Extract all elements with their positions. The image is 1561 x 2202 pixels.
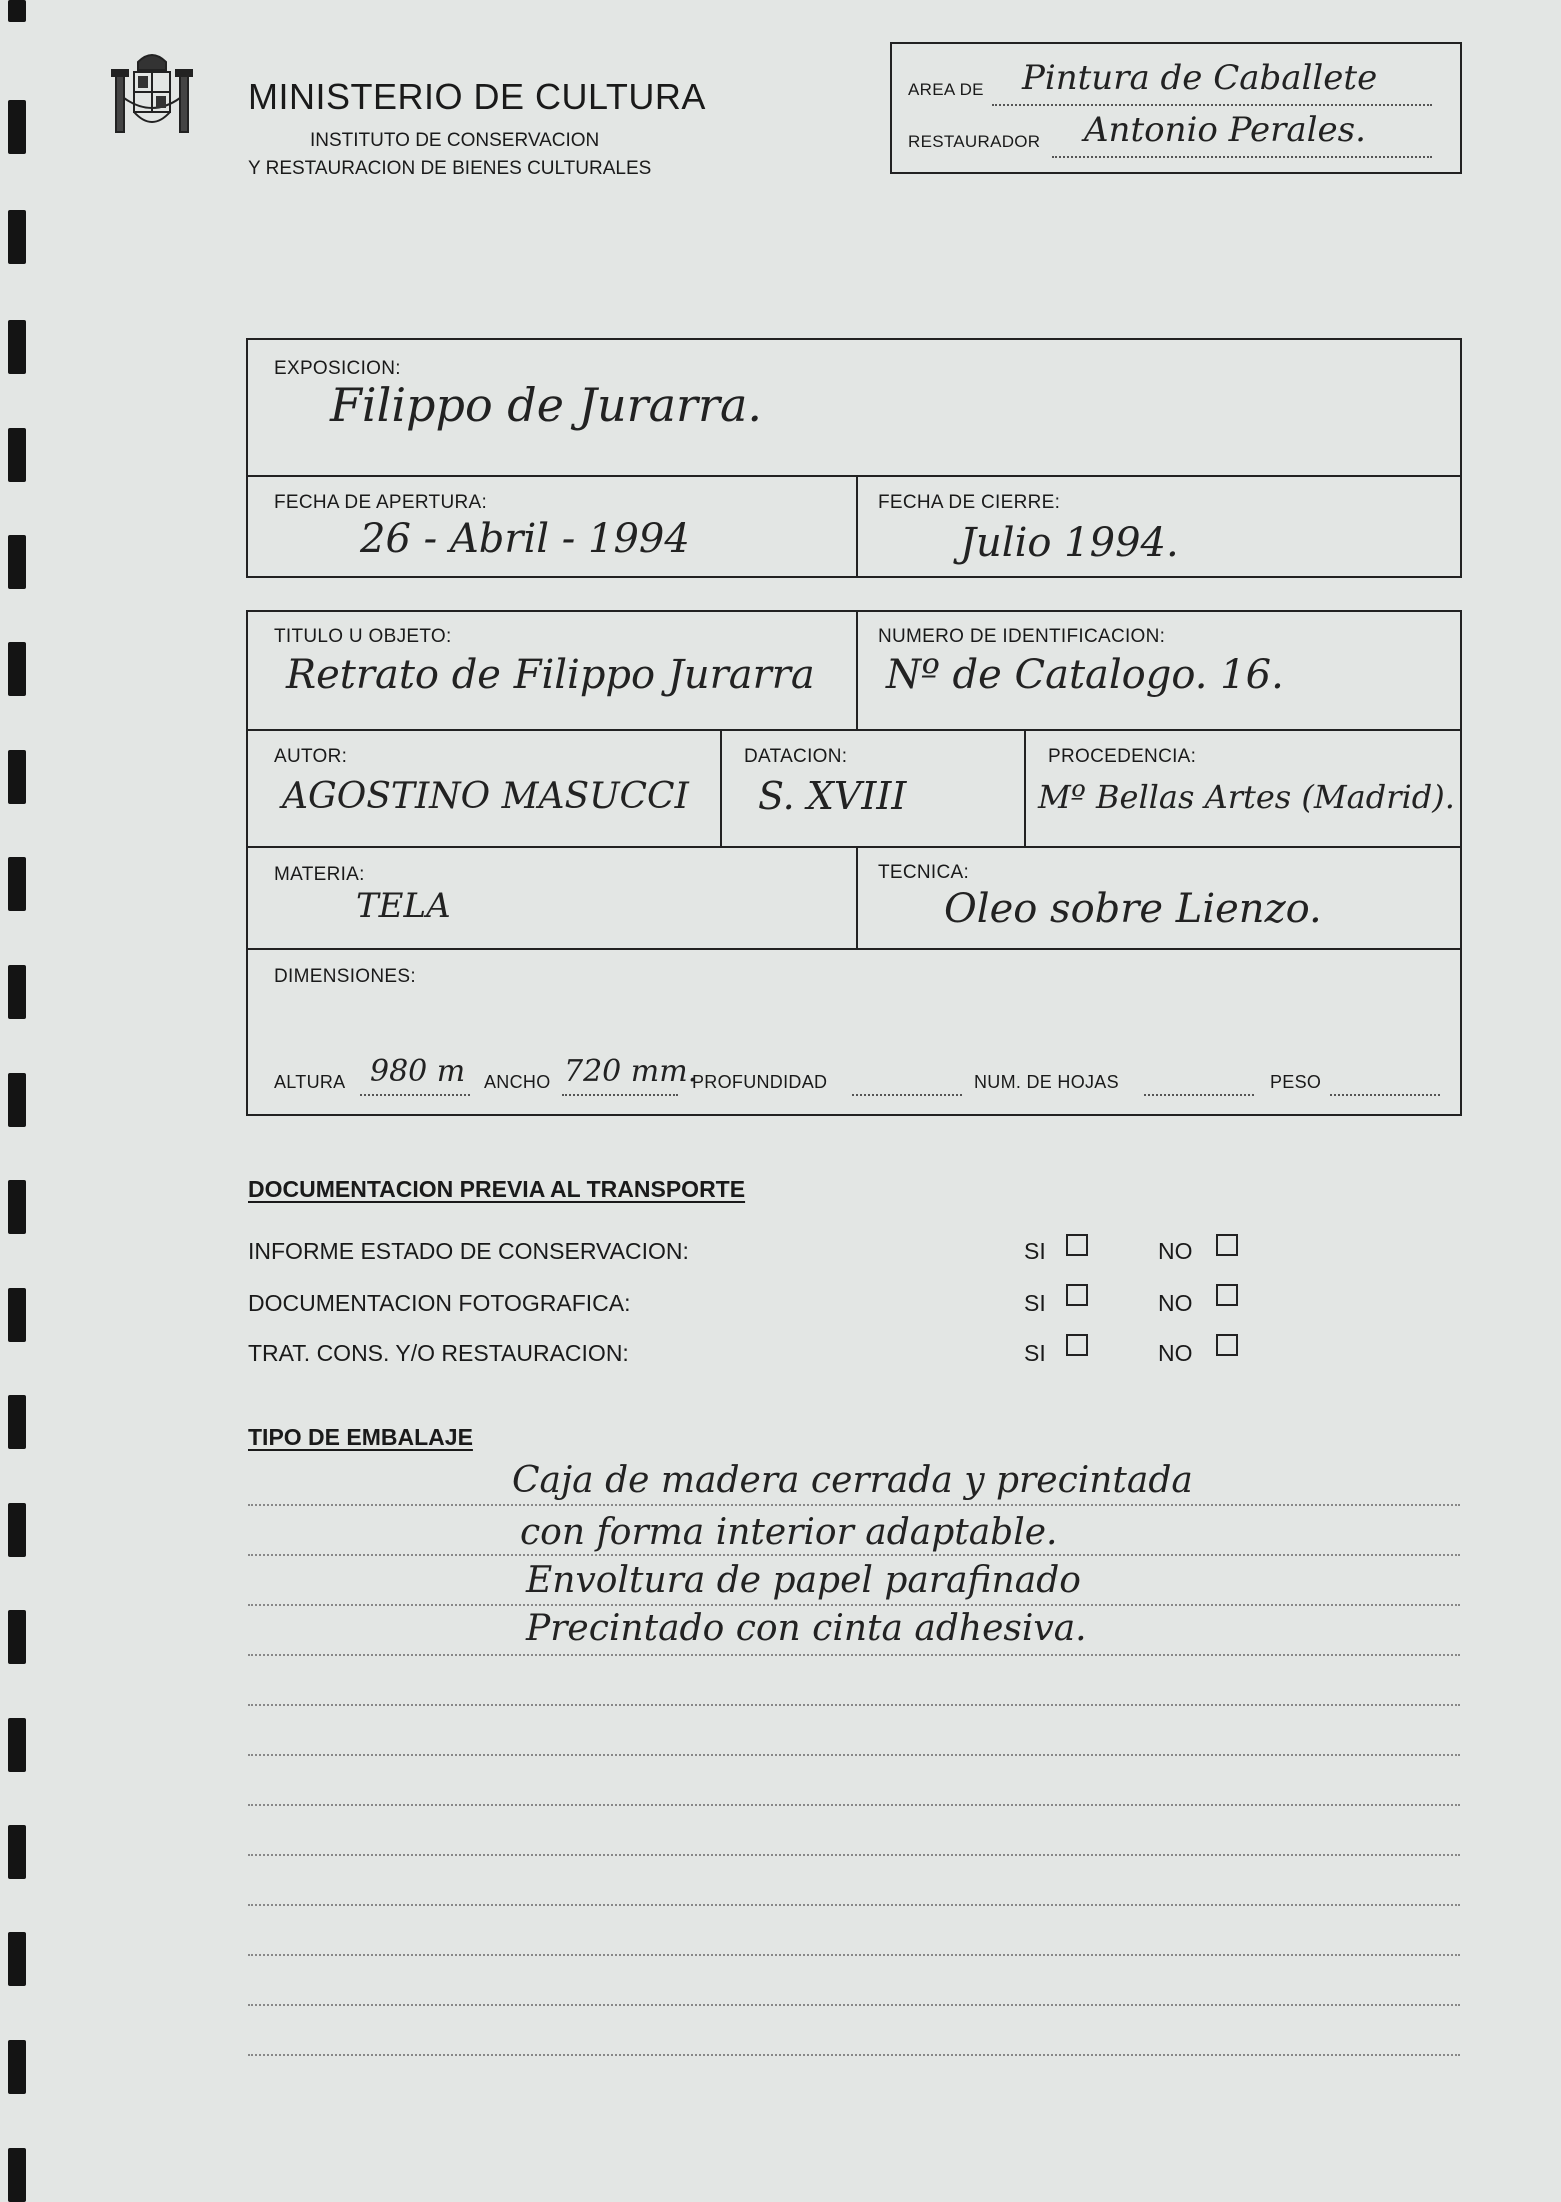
binding-hole — [8, 1180, 26, 1234]
area-value: Pintura de Caballete — [1022, 58, 1378, 98]
binding-hole — [8, 1610, 26, 1664]
binding-hole — [8, 1288, 26, 1342]
coat-of-arms-icon — [108, 48, 196, 148]
packaging-line: Caja de madera cerrada y precintada — [512, 1460, 1193, 1501]
technique-value: Oleo sobre Lienzo. — [944, 886, 1322, 932]
id-number-label: NUMERO DE IDENTIFICACION: — [878, 626, 1166, 647]
packaging-line: Envoltura de papel parafinado — [526, 1560, 1081, 1601]
binding-hole — [8, 1718, 26, 1772]
institute-line-1: INSTITUTO DE CONSERVACION — [310, 130, 600, 151]
width-value: 720 mm. — [564, 1054, 698, 1089]
dating-value: S. XVIII — [758, 774, 907, 818]
area-box — [890, 42, 1462, 174]
packaging-line: Precintado con cinta adhesiva. — [526, 1608, 1087, 1649]
restoration-si-checkbox[interactable] — [1066, 1334, 1088, 1356]
institute-line-2: Y RESTAURACION DE BIENES CULTURALES — [248, 158, 652, 179]
binding-hole — [8, 1395, 26, 1449]
origin-label: PROCEDENCIA: — [1048, 746, 1197, 767]
restoration-no-checkbox[interactable] — [1216, 1334, 1238, 1356]
transport-docs-title: DOCUMENTACION PREVIA AL TRANSPORTE — [248, 1176, 746, 1202]
binding-hole — [8, 857, 26, 911]
conservation-report-label: INFORME ESTADO DE CONSERVACION: — [248, 1238, 689, 1264]
closing-date-label: FECHA DE CIERRE: — [878, 492, 1061, 513]
binding-hole — [8, 642, 26, 696]
binding-hole — [8, 320, 26, 374]
closing-date-value: Julio 1994. — [960, 520, 1179, 566]
weight-label: PESO — [1270, 1072, 1322, 1092]
binding-hole — [8, 750, 26, 804]
width-label: ANCHO — [484, 1072, 551, 1092]
author-label: AUTOR: — [274, 746, 348, 767]
id-number-value: Nº de Catalogo. 16. — [886, 652, 1284, 698]
conservation-report-si-checkbox[interactable] — [1066, 1234, 1088, 1256]
exhibition-label: EXPOSICION: — [274, 358, 401, 379]
restorer-value: Antonio Perales. — [1084, 110, 1366, 150]
si-label: SI — [1024, 1290, 1046, 1316]
si-label: SI — [1024, 1238, 1046, 1264]
technique-label: TECNICA: — [878, 862, 970, 883]
packaging-title: TIPO DE EMBALAJE — [248, 1424, 473, 1450]
depth-label: PROFUNDIDAD — [692, 1072, 828, 1092]
restorer-label: RESTAURADOR — [908, 132, 1041, 151]
binding-hole — [8, 100, 26, 154]
area-label: AREA DE — [908, 80, 984, 99]
sheets-label: NUM. DE HOJAS — [974, 1072, 1119, 1092]
binding-hole — [8, 210, 26, 264]
restoration-label: TRAT. CONS. Y/O RESTAURACION: — [248, 1340, 629, 1366]
material-label: MATERIA: — [274, 864, 365, 885]
height-value: 980 m — [370, 1054, 466, 1089]
no-label: NO — [1158, 1290, 1193, 1316]
opening-date-value: 26 - Abril - 1994 — [360, 516, 690, 562]
binding-hole — [8, 428, 26, 482]
binding-hole — [8, 1073, 26, 1127]
origin-value: Mº Bellas Artes (Madrid). — [1038, 778, 1455, 816]
binding-hole — [8, 1503, 26, 1557]
si-label: SI — [1024, 1340, 1046, 1366]
binding-hole — [8, 1825, 26, 1879]
material-value: TELA — [356, 886, 451, 926]
exhibition-value: Filippo de Jurarra. — [330, 378, 763, 432]
binding-hole — [8, 1932, 26, 1986]
binding-hole — [8, 2148, 26, 2202]
author-value: AGOSTINO MASUCCI — [282, 776, 689, 817]
packaging-line: con forma interior adaptable. — [520, 1512, 1058, 1553]
dating-label: DATACION: — [744, 746, 848, 767]
no-label: NO — [1158, 1238, 1193, 1264]
binding-hole — [8, 965, 26, 1019]
photo-docs-si-checkbox[interactable] — [1066, 1284, 1088, 1306]
photo-docs-label: DOCUMENTACION FOTOGRAFICA: — [248, 1290, 631, 1316]
conservation-report-no-checkbox[interactable] — [1216, 1234, 1238, 1256]
binding-hole — [8, 535, 26, 589]
ministry-title: MINISTERIO DE CULTURA — [248, 76, 706, 117]
opening-date-label: FECHA DE APERTURA: — [274, 492, 488, 513]
photo-docs-no-checkbox[interactable] — [1216, 1284, 1238, 1306]
no-label: NO — [1158, 1340, 1193, 1366]
binding-hole — [8, 2040, 26, 2094]
height-label: ALTURA — [274, 1072, 346, 1092]
dimensions-label: DIMENSIONES: — [274, 966, 416, 987]
title-object-label: TITULO U OBJETO: — [274, 626, 452, 647]
binding-hole — [8, 0, 26, 22]
title-object-value: Retrato de Filippo Jurarra — [286, 652, 815, 698]
